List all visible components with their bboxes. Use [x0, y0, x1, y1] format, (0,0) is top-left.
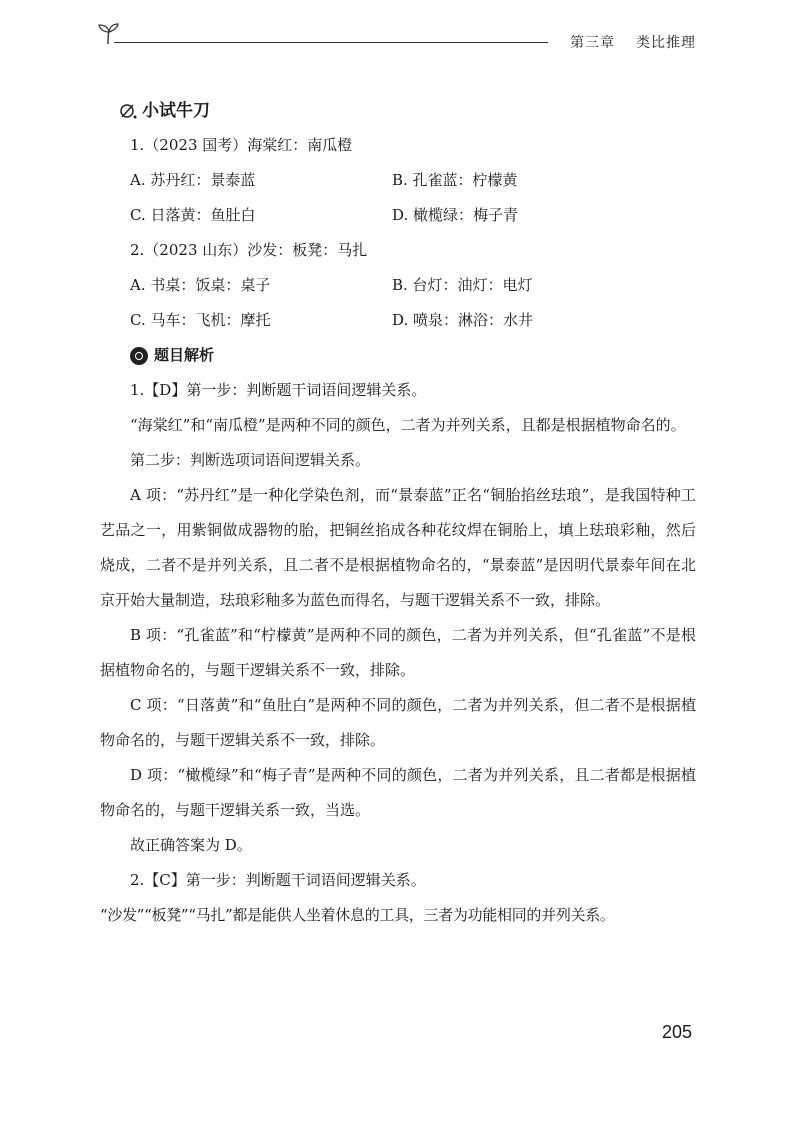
question-1-option-b: B. 孔雀蓝：柠檬黄: [392, 171, 518, 189]
question-2-option-a: A. 书桌：饭桌：桌子: [130, 276, 271, 294]
header-title: [554, 32, 696, 52]
analysis-icon: [130, 347, 148, 365]
question-1-option-a: A. 苏丹红：景泰蓝: [130, 171, 256, 189]
analysis-para-10: “沙发”“板凳”“马扎”都是能供人坐着休息的工具，三者为功能相同的并列关系。: [100, 906, 615, 924]
analysis-para-6: C 项：“日落黄”和“鱼肚白”是两种不同的颜色，二者为并列关系，但二者不是根据植物命名的，与题干逻辑关系不一致，排除。: [100, 696, 696, 749]
analysis-para-8: 故正确答案为 D。: [130, 836, 252, 854]
question-2-option-c: C. 马车：飞机：摩托: [130, 311, 271, 329]
question-2-options-row-2: [130, 303, 696, 338]
analysis-title: 题目解析: [154, 347, 215, 364]
practice-heading: [118, 93, 696, 128]
analysis-para-7: D 项：“橄榄绿”和“梅子青”是两种不同的颜色，二者为并列关系，且二者都是根据植物命名的，与题干逻辑关系一致，当选。: [100, 766, 696, 819]
sprout-icon: [96, 22, 122, 48]
analysis-para-5: B 项：“孔雀蓝”和“柠檬黄”是两种不同的颜色，二者为并列关系，但“孔雀蓝”不是根据植物命名的，与题干逻辑关系不一致，排除。: [100, 626, 696, 679]
header-rule: [114, 42, 548, 43]
analysis-para-9: 2.【C】第一步：判断题干词语间逻辑关系。: [130, 871, 426, 889]
question-1-options-row-2: [130, 198, 696, 233]
running-header: [96, 18, 696, 52]
question-1-option-c: C. 日落黄：鱼肚白: [130, 206, 256, 224]
question-1-options-row-1: [130, 163, 696, 198]
section-label: 类比推理: [636, 34, 696, 50]
question-2-option-b: B. 台灯：油灯：电灯: [392, 276, 533, 294]
question-2-option-d: D. 喷泉：淋浴：水井: [392, 311, 534, 329]
question-2-stem: 2.（2023 山东）沙发：板凳：马扎: [130, 241, 368, 259]
analysis-para-4: A 项：“苏丹红”是一种化学染色剂，而“景泰蓝”正名“铜胎掐丝珐琅”，是我国特种工艺品之一，用紫铜做成器物的胎，把铜丝掐成各种花纹焊在铜胎上，填上珐琅彩釉，然后烧成，二者不是并列关系，且二者不是根据植物命名的，“景泰蓝”是因明代景泰年间在北京开始大量制造，珐琅彩釉多为蓝色而得名，与题干逻辑关系不一致，排除。: [100, 486, 696, 609]
page-content: [100, 93, 696, 933]
analysis-heading: [130, 338, 696, 373]
page-number: 205: [661, 1022, 692, 1042]
analysis-para-2: “海棠红”和“南瓜橙”是两种不同的颜色，二者为并列关系，且都是根据植物命名的。: [130, 416, 686, 434]
analysis-para-3: 第二步：判断选项词语间逻辑关系。: [130, 451, 371, 469]
pen-stroke-icon: [118, 101, 138, 121]
practice-title: 小试牛刀: [142, 101, 210, 120]
question-1-option-d: D. 橄榄绿：梅子青: [392, 206, 519, 224]
question-1-stem: 1.（2023 国考）海棠红：南瓜橙: [130, 136, 353, 154]
chapter-label: 第三章: [570, 34, 616, 50]
analysis-para-1: 1.【D】第一步：判断题干词语间逻辑关系。: [130, 381, 427, 399]
question-2-options-row-1: [130, 268, 696, 303]
